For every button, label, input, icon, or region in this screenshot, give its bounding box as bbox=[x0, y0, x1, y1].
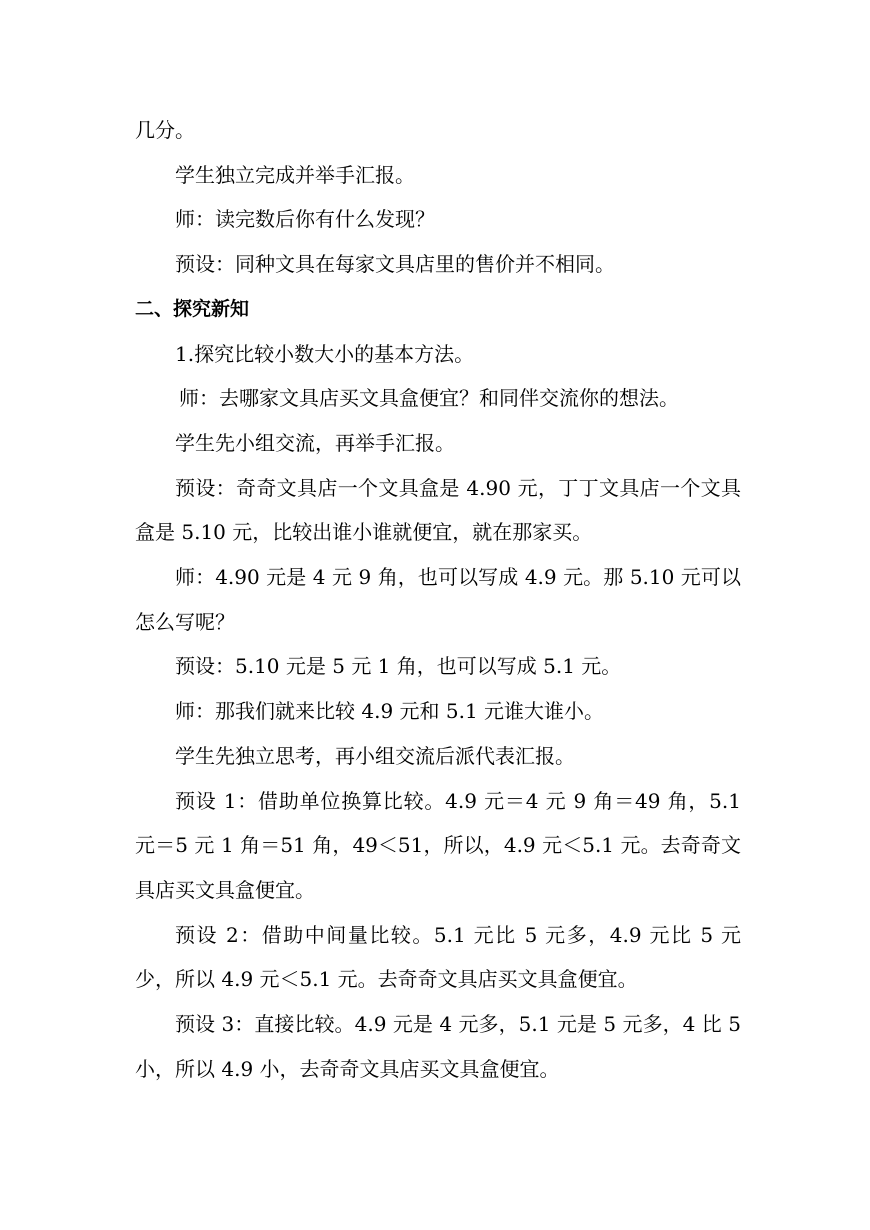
section-heading: 二、探究新知 bbox=[135, 297, 250, 320]
subsection-title: 1.探究比较小数大小的基本方法。 bbox=[175, 341, 475, 366]
document-body bbox=[135, 108, 741, 1091]
paragraph-preset-answer: 预设：同种文具在每家文具店里的售价并不相同。 bbox=[175, 252, 615, 277]
paragraph-teacher-compare: 师：那我们就来比较 4.9 元和 5.1 元谁大谁小。 bbox=[175, 699, 605, 724]
paragraph-preset-conversion: 预设：5.10 元是 5 元 1 角，也可以写成 5.1 元。 bbox=[175, 654, 622, 679]
paragraph-student-report: 学生独立完成并举手汇报。 bbox=[175, 162, 415, 187]
paragraph-independent-thinking: 学生先独立思考，再小组交流后派代表汇报。 bbox=[175, 743, 575, 768]
paragraph-preset-2: 预设 2：借助中间量比较。5.1 元比 5 元多，4.9 元比 5 元少，所以 4.9 元＜5.1 元。去奇奇文具店买文具盒便宜。 bbox=[135, 922, 741, 992]
paragraph-teacher-question: 师：读完数后你有什么发现？ bbox=[175, 207, 435, 232]
paragraph-teacher-prompt: 师：去哪家文具店买文具盒便宜？和同伴交流你的想法。 bbox=[179, 386, 679, 411]
paragraph-preset-1: 预设 1：借助单位换算比较。4.9 元＝4 元 9 角＝49 角，5.1 元＝5 元 1 角＝51 角，49＜51，所以，4.9 元＜5.1 元。去奇奇文具店买文具盒便宜。 bbox=[135, 788, 741, 902]
paragraph-continuation: 几分。 bbox=[135, 118, 195, 142]
paragraph-group-discussion: 学生先小组交流，再举手汇报。 bbox=[175, 430, 455, 455]
paragraph-preset-3: 预设 3：直接比较。4.9 元是 4 元多，5.1 元是 5 元多，4 比 5 小，所以 4.9 小，去奇奇文具店买文具盒便宜。 bbox=[135, 1012, 741, 1081]
paragraph-preset-comparison: 预设：奇奇文具店一个文具盒是 4.90 元，丁丁文具店一个文具盒是 5.10 元，比较出谁小谁就便宜，就在那家买。 bbox=[135, 475, 741, 545]
paragraph-teacher-explanation: 师：4.90 元是 4 元 9 角，也可以写成 4.9 元。那 5.10 元可以怎么写呢？ bbox=[135, 565, 741, 634]
